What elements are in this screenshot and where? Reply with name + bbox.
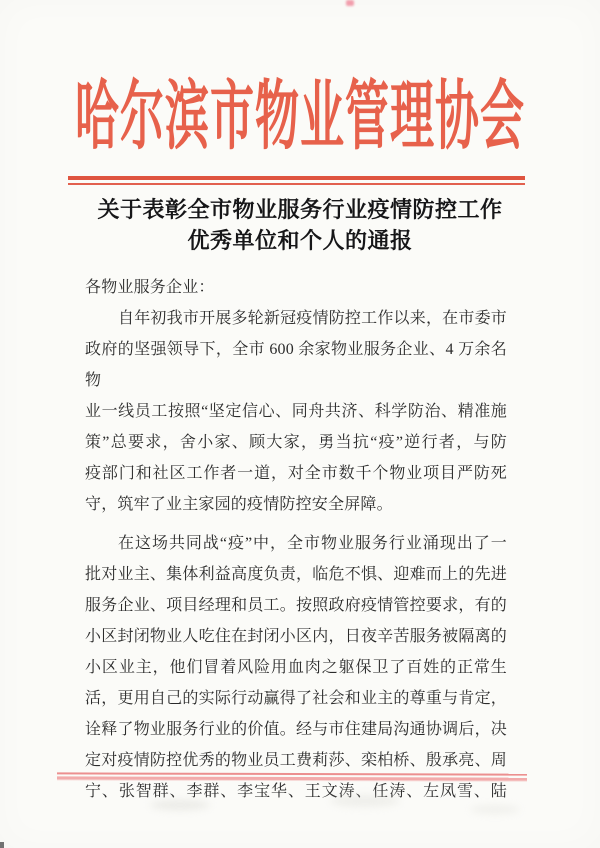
body-line: 小区业主，他们冒着风险用血肉之躯保卫了百姓的正常生 [85, 659, 507, 676]
body-line: 宁、张智群、李群、李宝华、王文涛、任涛、左凤雪、陆 [85, 783, 507, 800]
doc-title-line2: 优秀单位和个人的通报 [187, 228, 413, 253]
body-line: 活，更用自己的实际行动赢得了社会和业主的尊重与肯定， [85, 690, 507, 707]
body-line: 疫部门和社区工作者一道，对全市数千个物业项目严防死 [85, 465, 507, 482]
footer-divider [57, 772, 527, 780]
body-text [85, 272, 507, 807]
scan-smudge [470, 805, 520, 814]
doc-title-line1: 关于表彰全市物业服务行业疫情防控工作 [97, 197, 503, 222]
body-line-salutation: 各物业服务企业： [85, 279, 215, 296]
body-line: 在这场共同战“疫”中，全市物业服务行业涌现出了一 [118, 535, 507, 552]
scan-speck [346, 0, 354, 6]
body-line: 政府的坚强领导下，全市 600 余家物业服务企业、4 万余名物 [85, 341, 507, 389]
org-title: 哈尔滨市物业管理协会 [75, 75, 525, 160]
body-line: 策”总要求，舍小家、顾大家，勇当抗“疫”逆行者，与防 [85, 434, 507, 451]
scan-smudge [150, 800, 210, 810]
body-line: 定对疫情防控优秀的物业员工费莉莎、栾柏桥、殷承亮、周 [85, 752, 507, 769]
header-divider [68, 176, 525, 185]
body-line: 服务企业、项目经理和员工。按照政府疫情管控要求，有的 [85, 597, 507, 614]
body-line: 自年初我市开展多轮新冠疫情防控工作以来，在市委市 [118, 310, 507, 327]
header-divider-thin-line [68, 183, 525, 185]
body-line: 批对业主、集体利益高度负责，临危不惧、迎难而上的先进 [85, 566, 507, 583]
body-line: 小区封闭物业人吃住在封闭小区内，日夜辛苦服务被隔离的 [85, 628, 507, 645]
body-line: 诠释了物业服务行业的价值。经与市住建局沟通协调后，决 [85, 721, 507, 738]
scan-smudge [330, 795, 400, 807]
scan-mark [0, 842, 4, 848]
body-line: 业一线员工按照“坚定信心、同舟共济、科学防治、精准施 [85, 403, 507, 420]
body-line: 守，筑牢了业主家园的疫情防控安全屏障。 [85, 496, 393, 513]
doc-title [0, 194, 600, 256]
